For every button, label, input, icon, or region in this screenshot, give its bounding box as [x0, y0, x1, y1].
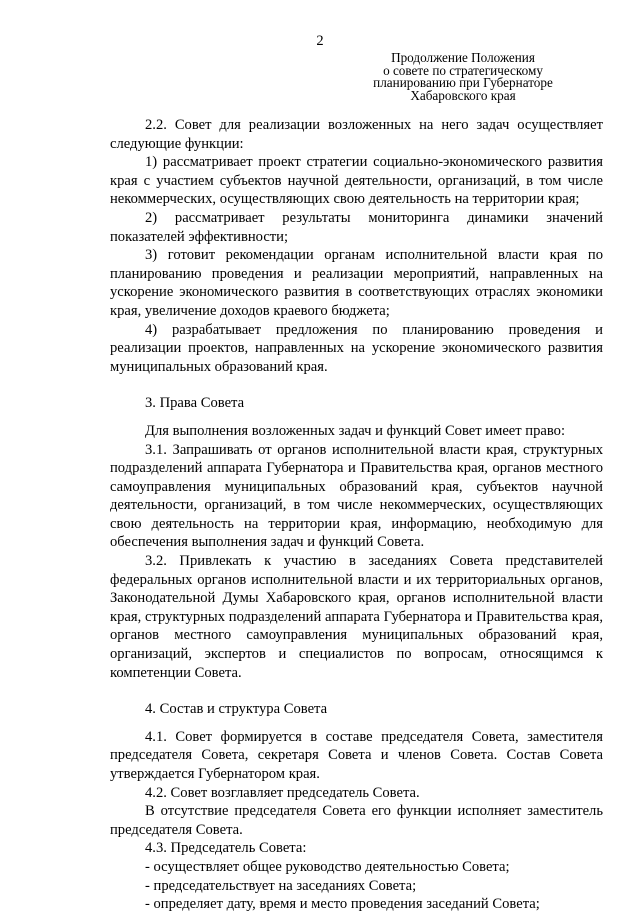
section-heading-3: 3. Права Совета	[145, 395, 245, 412]
paragraph-4-1: 4.1. Совет формируется в составе председателя Совета, заместителя председателя Совета, секретаря Совета и членов Совета. Состав Совета утверждается Губернатором края.	[110, 728, 603, 782]
paragraph-3-1: 3.1. Запрашивать от органов исполнительной власти края, структурных подразделений аппарата Губернатора и Правительства края, органов местного самоуправления муниципальных образований края, субъектов научной деятельности, организаций, в том числе некоммерческих, осуществляющих свою деятельность на территории края, информацию, необходимую для обеспечения выполнения задач и функций Совета.	[110, 441, 603, 551]
chair-duty-item: - осуществляет общее руководство деятельностью Совета;	[145, 858, 510, 875]
section-heading-4: 4. Состав и структура Совета	[145, 701, 328, 718]
continuation-line: Хабаровского края	[410, 87, 516, 103]
function-item-4: 4) разрабатывает предложения по планированию проведения и реализации проектов, направленных на ускорение экономического развития муниципальных образований края.	[110, 321, 603, 375]
function-item-3: 3) готовит рекомендации органам исполнительной власти края по планированию проведения и реализации мероприятий, направленных на ускорение экономического развития в соответствующих отраслях экономики края, увеличение доходов краевого бюджета;	[110, 247, 603, 319]
page-number: 2	[316, 33, 324, 49]
deputy-paragraph: В отсутствие председателя Совета его функции исполняет заместитель председателя Совета.	[110, 803, 603, 838]
function-item-1: 1) рассматривает проект стратегии социально-экономического развития края с участием субъектов научной деятельности, организаций, в том числе некоммерческих, осуществляющих свою деятельность на территории края;	[110, 154, 603, 208]
continuation-line: планированию при Губернаторе	[373, 75, 553, 90]
paragraph-4-2: 4.2. Совет возглавляет председатель Совета.	[145, 784, 420, 801]
paragraph-2-2: 2.2. Совет для реализации возложенных на него задач осуществляет следующие функции:	[110, 117, 603, 152]
chair-duty-item: - председательствует на заседаниях Совета;	[145, 877, 417, 894]
continuation-note	[333, 52, 593, 102]
document-body	[110, 116, 603, 914]
continuation-line: о совете по стратегическому	[383, 62, 543, 78]
rights-intro: Для выполнения возложенных задач и функций Совет имеет право:	[145, 422, 566, 439]
continuation-line: Продолжение Положения	[391, 50, 535, 65]
function-item-2: 2) рассматривает результаты мониторинга динамики значений показателей эффективности;	[110, 209, 603, 245]
chair-duty-item: - определяет дату, время и место проведения заседаний Совета;	[145, 896, 540, 913]
paragraph-3-2: 3.2. Привлекать к участию в заседаниях Совета представителей федеральных органов исполнительной власти и их территориальных органов, Законодательной Думы Хабаровского края, органов исполнительной власти края, структурных подразделений аппарата Губернатора и Правительства края, органов местного самоуправления муниципальных образований края, организаций, экспертов и специалистов по вопросам, относящимся к компетенции Совета.	[110, 553, 603, 681]
paragraph-4-3: 4.3. Председатель Совета:	[145, 840, 307, 857]
